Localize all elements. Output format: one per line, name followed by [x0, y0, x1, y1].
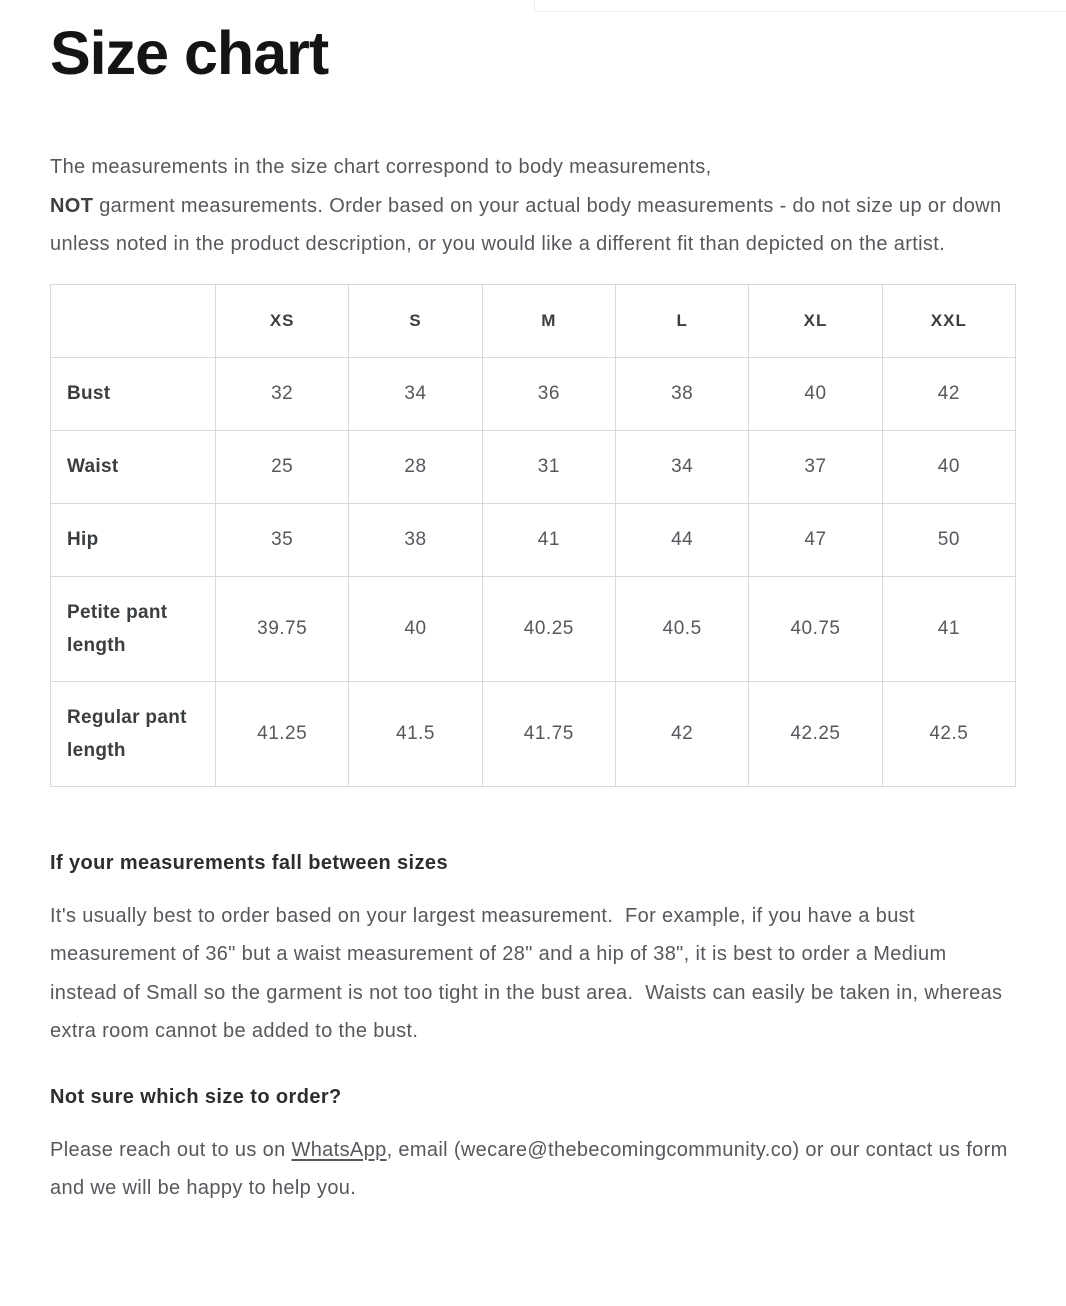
size-value: 40.25 [482, 576, 615, 681]
intro-bold-not: NOT [50, 194, 94, 217]
size-value: 41 [882, 576, 1015, 681]
col-header-xl: XL [749, 284, 882, 357]
cutoff-panel-border [534, 0, 1066, 12]
col-header-xs: XS [216, 284, 349, 357]
intro-paragraph [50, 148, 1016, 264]
size-value: 40.5 [615, 576, 748, 681]
size-value: 41.25 [216, 681, 349, 786]
table-row-hip [51, 503, 1016, 576]
size-value: 42.5 [882, 681, 1015, 786]
size-value: 38 [349, 503, 482, 576]
size-value: 25 [216, 430, 349, 503]
col-header-l: L [615, 284, 748, 357]
size-value: 38 [615, 357, 748, 430]
size-value: 34 [615, 430, 748, 503]
size-value: 42 [615, 681, 748, 786]
table-row-waist [51, 430, 1016, 503]
table-row-bust [51, 357, 1016, 430]
row-label: Petite pant length [51, 576, 216, 681]
between-sizes-paragraph: It's usually best to order based on your largest measurement. For example, if you have a bust measurement of 36" but a waist measurement of 28" and a hip of 38", it is best to order a Medium instead of Small so the garment is not too tight in the bust area. Waists can easily be taken in, whereas extra room cannot be added to the bust. [50, 904, 1009, 1042]
size-value: 28 [349, 430, 482, 503]
page-content [0, 20, 1066, 1208]
row-label: Regular pant length [51, 681, 216, 786]
row-label: Waist [51, 430, 216, 503]
help-text-before: Please reach out to us on [50, 1138, 292, 1161]
size-value: 32 [216, 357, 349, 430]
row-label: Hip [51, 503, 216, 576]
size-help-heading: Not sure which size to order? [50, 1085, 342, 1108]
contact-help-paragraph [50, 1131, 1016, 1208]
help-text-after: , email (wecare@thebecomingcommunity.co) or our contact us form and we will be happy to help you. [50, 1138, 1014, 1199]
intro-rest: garment measurements. Order based on your actual body measurements - do not size up or down unless noted in the product description, or you would like a different fit than depicted on the artist. [50, 194, 1008, 255]
size-value: 42 [882, 357, 1015, 430]
size-value: 36 [482, 357, 615, 430]
size-table [50, 284, 1016, 787]
size-value: 31 [482, 430, 615, 503]
size-value: 41 [482, 503, 615, 576]
whatsapp-link[interactable]: WhatsApp [291, 1138, 387, 1161]
size-value: 42.25 [749, 681, 882, 786]
table-row-regular-pant-length [51, 681, 1016, 786]
size-value: 39.75 [216, 576, 349, 681]
col-header-m: M [482, 284, 615, 357]
size-value: 35 [216, 503, 349, 576]
col-header-xxl: XXL [882, 284, 1015, 357]
size-value: 47 [749, 503, 882, 576]
table-row-petite-pant-length [51, 576, 1016, 681]
row-label: Bust [51, 357, 216, 430]
size-value: 41.75 [482, 681, 615, 786]
intro-line1: The measurements in the size chart correspond to body measurements, [50, 156, 712, 178]
size-value: 44 [615, 503, 748, 576]
size-value: 40 [749, 357, 882, 430]
size-value: 40.75 [749, 576, 882, 681]
empty-corner-cell [51, 284, 216, 357]
between-sizes-heading: If your measurements fall between sizes [50, 851, 448, 874]
col-header-s: S [349, 284, 482, 357]
size-table-header-row [51, 284, 1016, 357]
size-value: 50 [882, 503, 1015, 576]
size-value: 40 [349, 576, 482, 681]
size-value: 34 [349, 357, 482, 430]
size-value: 37 [749, 430, 882, 503]
size-value: 41.5 [349, 681, 482, 786]
size-value: 40 [882, 430, 1015, 503]
page-title: Size chart [50, 19, 329, 87]
